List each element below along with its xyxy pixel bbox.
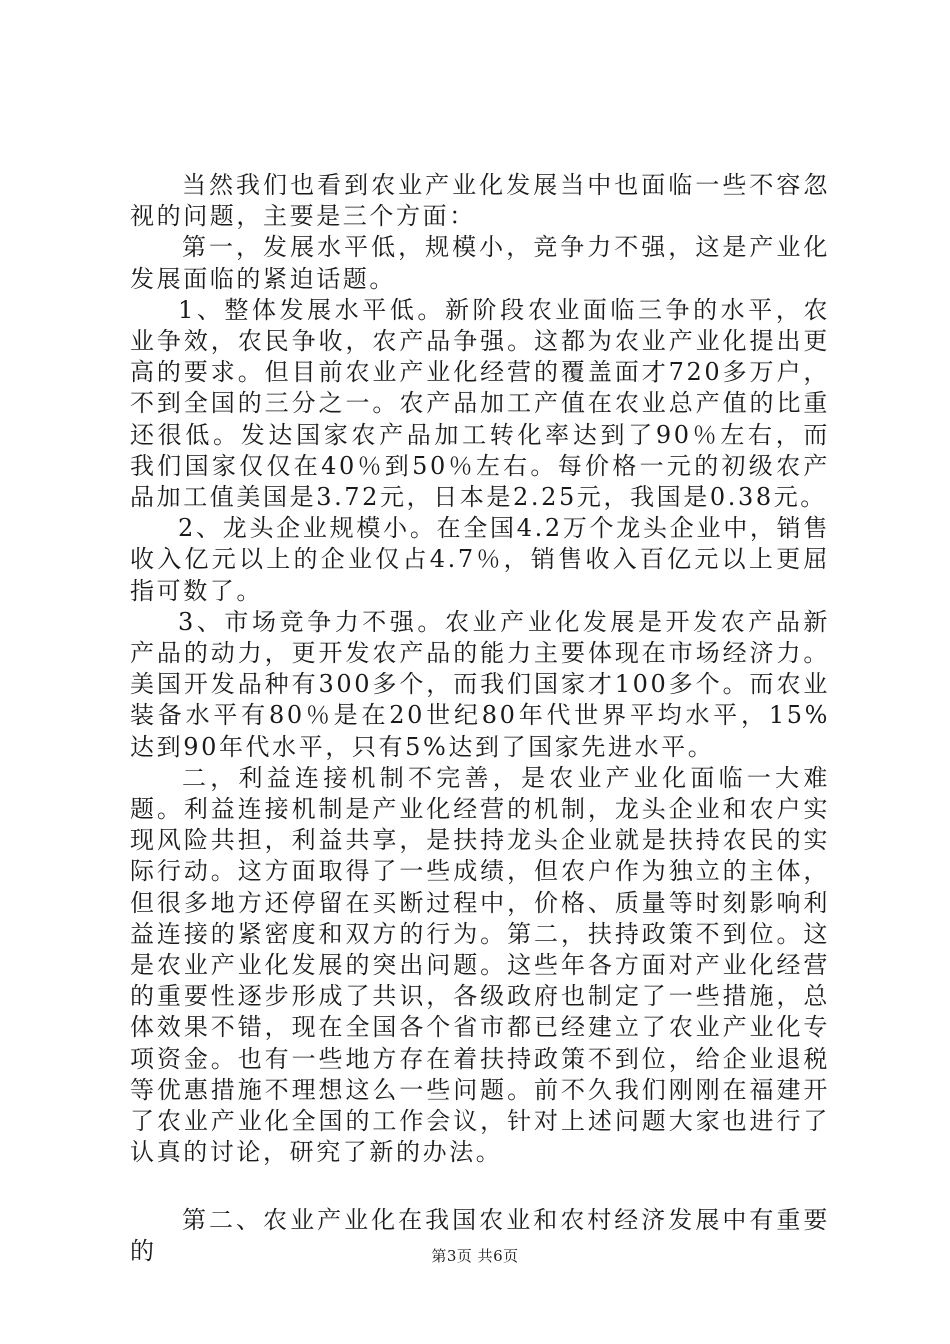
page-footer: 第3页 共6页 [431,1247,519,1265]
paragraph-point-two: 二，利益连接机制不完善，是农业产业化面临一大难题。利益连接机制是产业化经营的机制，龙头企业和农户实现风险共担，利益共享，是扶持龙头企业就是扶持农民的实际行动。这方面取得了一些成绩，但农户作为独立的主体，但很多地方还停留在买断过程中，价格、质量等时刻影响利益连接的紧密度和双方的行为。第二，扶持政策不到位。这是农业产业化发展的突出问题。这些年各方面对产业化经营的重要性逐步形成了共识，各级政府也制定了一些措施，总体效果不错，现在全国各个省市都已经建立了农业产业化专项资金。也有一些地方存在着扶持政策不到位，给企业退税等优惠措施不理想这么一些问题。前不久我们刚刚在福建开了农业产业化全国的工作会议，针对上述问题大家也进行了认真的讨论，研究了新的办法。 [130,763,830,1167]
paragraph-point-one: 第一，发展水平低，规模小，竞争力不强，这是产业化发展面临的紧迫话题。 [130,233,830,293]
document-body [130,170,830,1267]
paragraph-item-2: 2、龙头企业规模小。在全国4.2万个龙头企业中，销售收入亿元以上的企业仅占4.7％，销售收入百亿元以上更屈指可数了。 [130,514,830,605]
paragraph-item-3: 3、市场竞争力不强。农业产业化发展是开发农产品新产品的动力，更开发农产品的能力主要体现在市场经济力。美国开发品种有300多个，而我们国家才100多个。而农业装备水平有80％是在20世纪80年代世界平均水平，15%达到90年代水平，只有5%达到了国家先进水平。 [130,607,830,761]
paragraph-section-two: 第二、农业产业化在我国农业和农村经济发展中有重要的 [130,1205,830,1265]
paragraph-intro: 当然我们也看到农业产业化发展当中也面临一些不容忽视的问题，主要是三个方面： [130,171,830,231]
paragraph-item-1: 1、整体发展水平低。新阶段农业面临三争的水平，农业争效，农民争收，农产品争强。这都为农业产业化提出更高的要求。但目前农业产业化经营的覆盖面才720多万户，不到全国的三分之一。农产品加工产值在农业总产值的比重还很低。发达国家农产品加工转化率达到了90％左右，而我们国家仅仅在40％到50％左右。每价格一元的初级农产品加工值美国是3.72元，日本是2.25元，我国是0.38元。 [130,295,830,512]
